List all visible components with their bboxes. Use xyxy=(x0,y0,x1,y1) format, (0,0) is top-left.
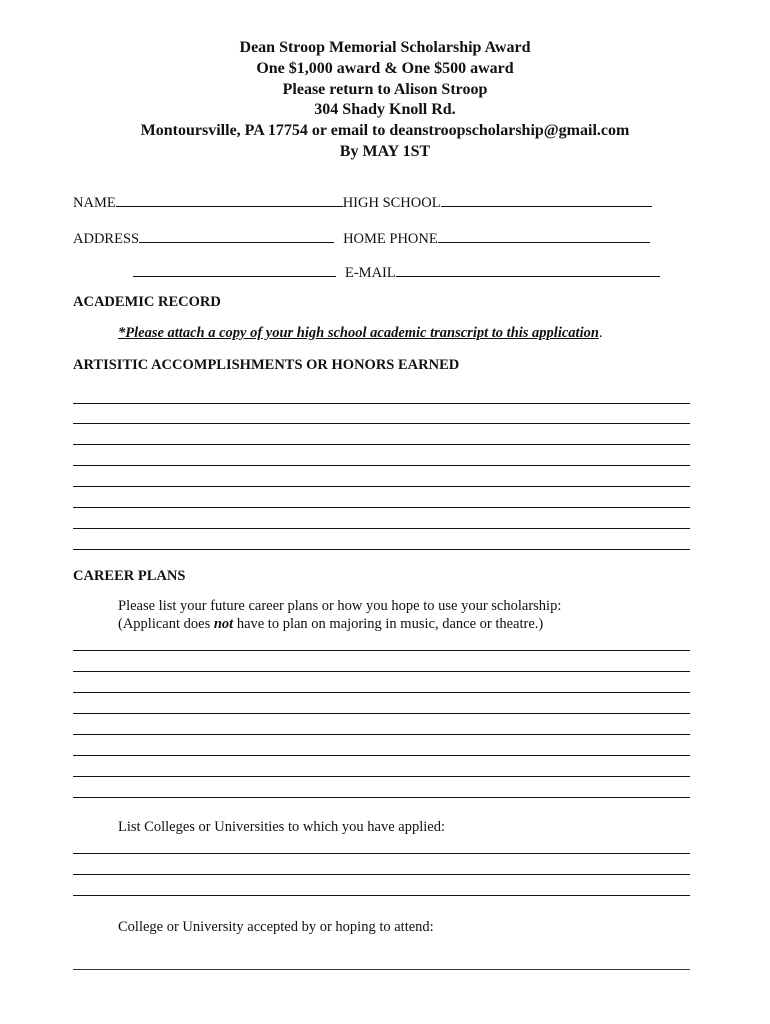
home-phone-field[interactable] xyxy=(438,230,650,243)
answer-line[interactable] xyxy=(73,776,690,777)
answer-line[interactable] xyxy=(73,734,690,735)
return-to: Please return to Alison Stroop xyxy=(282,80,488,98)
answer-line[interactable] xyxy=(73,507,690,508)
academic-record-heading: ACADEMIC RECORD xyxy=(73,294,221,310)
name-field[interactable] xyxy=(116,194,343,207)
answer-line[interactable] xyxy=(73,528,690,529)
answer-line[interactable] xyxy=(73,486,690,487)
transcript-note xyxy=(118,325,603,342)
answer-line[interactable] xyxy=(73,874,690,875)
email-field[interactable] xyxy=(396,264,660,277)
home-phone-label: HOME PHONE xyxy=(343,231,438,247)
address-label: ADDRESS xyxy=(73,231,140,247)
email-label: E-MAIL xyxy=(345,265,396,281)
answer-line[interactable] xyxy=(73,853,690,854)
career-prompt-2-end: have to plan on majoring in music, dance or theatre.) xyxy=(233,616,544,632)
transcript-note-text: *Please attach a copy of your high school academic transcript to this application xyxy=(118,325,599,341)
answer-line[interactable] xyxy=(73,465,690,466)
accepted-answer-line[interactable] xyxy=(73,969,690,970)
name-label: NAME xyxy=(73,195,116,211)
answer-line[interactable] xyxy=(73,403,690,404)
answer-line[interactable] xyxy=(73,423,690,424)
transcript-note-period: . xyxy=(598,325,603,341)
answer-line[interactable] xyxy=(73,713,690,714)
address-field[interactable] xyxy=(139,230,334,243)
answer-line[interactable] xyxy=(73,549,690,550)
answer-line[interactable] xyxy=(73,797,690,798)
address-line2-field[interactable] xyxy=(133,264,336,277)
answer-line[interactable] xyxy=(73,895,690,896)
award-amounts: One $1,000 award & One $500 award xyxy=(256,59,514,77)
name-row xyxy=(73,194,652,212)
email-row xyxy=(133,264,660,282)
high-school-field[interactable] xyxy=(441,194,652,207)
career-prompt-2-start: (Applicant does xyxy=(118,616,214,632)
answer-line[interactable] xyxy=(73,671,690,672)
colleges-prompt: List Colleges or Universities to which you have applied: xyxy=(118,819,445,835)
answer-line[interactable] xyxy=(73,755,690,756)
high-school-label: HIGH SCHOOL xyxy=(342,195,441,211)
return-city-email: Montoursville, PA 17754 or email to deanstroopscholarship@gmail.com xyxy=(140,122,630,140)
form-header xyxy=(0,38,770,163)
answer-line[interactable] xyxy=(73,692,690,693)
career-prompt-2 xyxy=(118,616,543,633)
artistic-heading: ARTISITIC ACCOMPLISHMENTS OR HONORS EARNED xyxy=(73,357,460,373)
address-row xyxy=(73,230,650,248)
accepted-prompt: College or University accepted by or hoping to attend: xyxy=(118,919,434,935)
deadline: By MAY 1ST xyxy=(339,142,431,160)
career-plans-heading: CAREER PLANS xyxy=(73,568,186,584)
answer-line[interactable] xyxy=(73,444,690,445)
career-prompt-1: Please list your future career plans or how you hope to use your scholarship: xyxy=(118,598,562,614)
career-prompt-2-not: not xyxy=(213,616,234,632)
return-address: 304 Shady Knoll Rd. xyxy=(314,101,456,119)
form-title: Dean Stroop Memorial Scholarship Award xyxy=(239,39,531,56)
answer-line[interactable] xyxy=(73,650,690,651)
